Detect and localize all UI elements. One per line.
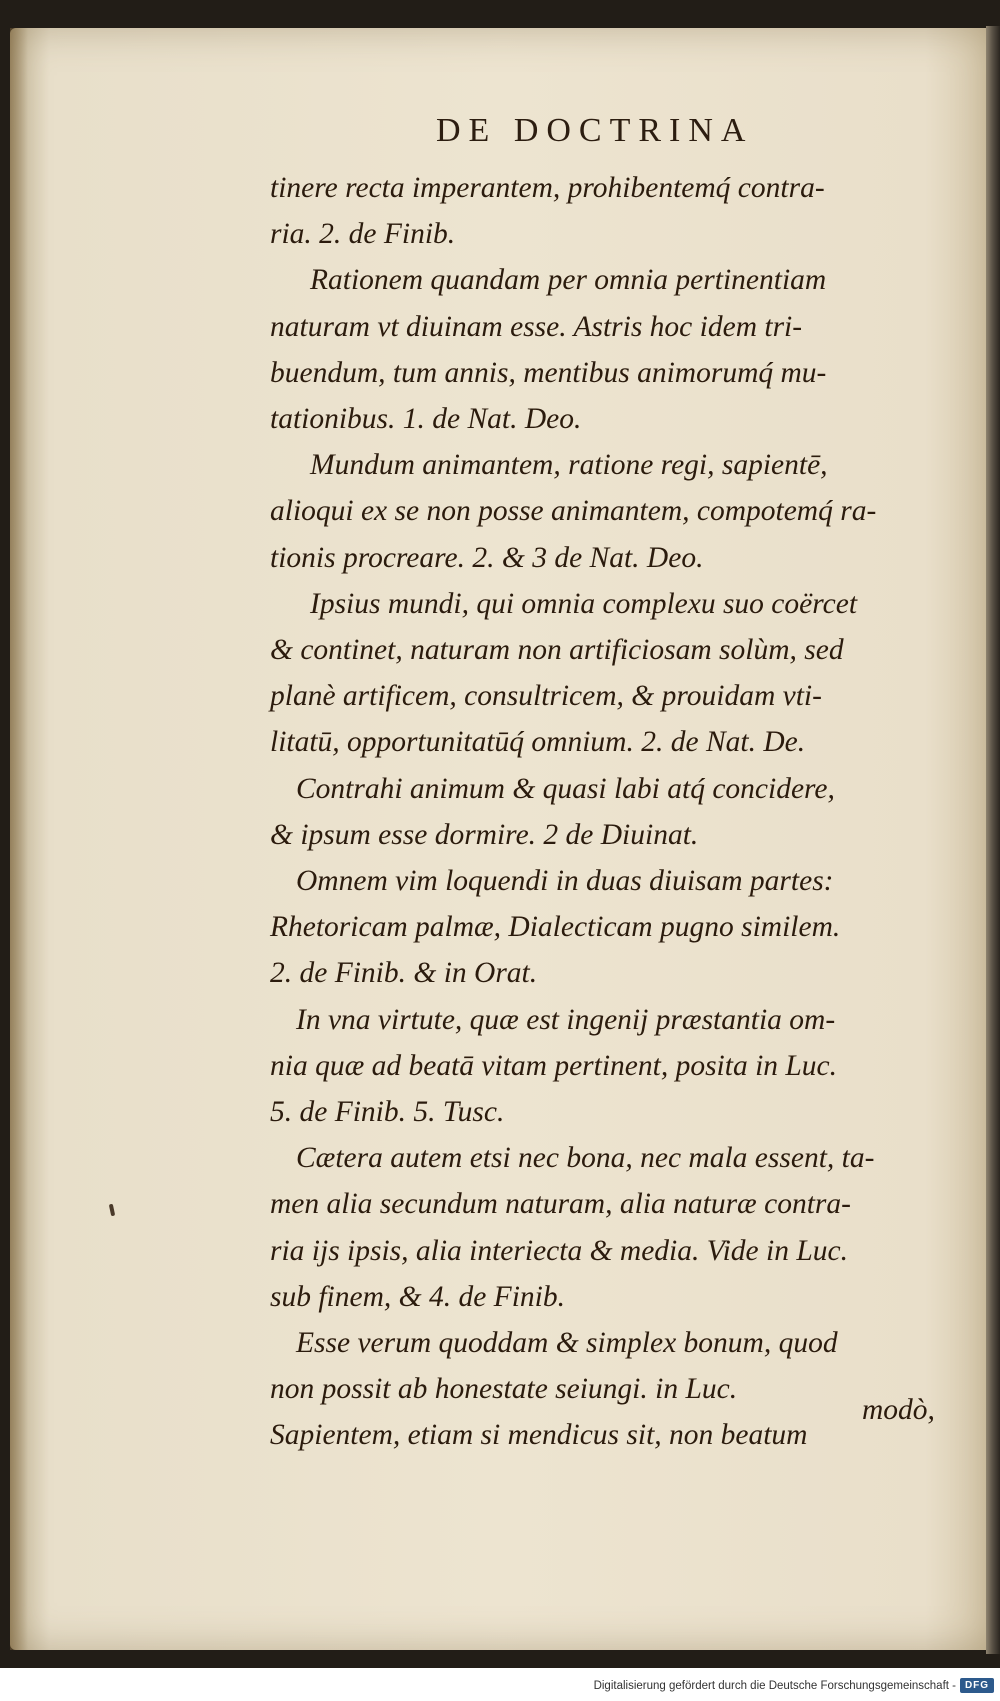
- text-line: ria. 2. de Finib.: [270, 218, 456, 251]
- paragraph-3: [270, 442, 955, 581]
- text-line: ria ijs ipsis, alia interiecta & media. Vide in Luc.: [270, 1234, 848, 1267]
- text-line: tionis procreare. 2. & 3 de Nat. Deo.: [270, 541, 704, 574]
- dfg-logo-icon: DFG: [960, 1678, 994, 1693]
- text-line: tinere recta imperantem, prohibentemq́ contra-: [270, 172, 825, 204]
- text-line: Cætera autem etsi nec bona, nec mala essent, ta-: [296, 1142, 875, 1175]
- text-line: In vna virtute, quæ est ingenij præstantia om-: [296, 1003, 836, 1036]
- text-line: non possit ab honestate seiungi. in Luc.: [270, 1373, 738, 1406]
- text-line: Ipsius mundi, qui omnia complexu suo coërcet: [310, 587, 858, 620]
- text-line: tationibus. 1. de Nat. Deo.: [270, 403, 582, 436]
- text-line: sub finem, & 4. de Finib.: [270, 1280, 565, 1313]
- catchword: modò,: [862, 1394, 935, 1426]
- paragraph-4: [270, 581, 955, 766]
- paragraph-6: [270, 858, 955, 997]
- paragraph-9: [270, 1320, 955, 1412]
- text-line: buendum, tum annis, mentibus animorumq́ mu-: [270, 356, 827, 389]
- text-line: Omnem vim loquendi in duas diuisam partes:: [296, 865, 834, 898]
- paragraph-10: [270, 1412, 955, 1458]
- text-line: planè artificem, consultricem, & prouidam vti-: [270, 680, 822, 713]
- paragraph-5: [270, 766, 955, 858]
- text-line: alioqui ex se non posse animantem, compotemq́ ra-: [270, 495, 877, 528]
- text-line: nia quæ ad beatā vitam pertinent, posita in Luc.: [270, 1049, 838, 1082]
- page-gutter-shadow: [10, 28, 28, 1650]
- paragraph-1: [270, 165, 955, 257]
- text-line: litatū, opportunitatūq́ omnium. 2. de Nat. De.: [270, 726, 806, 759]
- running-head: DE DOCTRINA: [436, 112, 754, 149]
- text-line: & continet, naturam non artificiosam solùm, sed: [270, 634, 844, 667]
- paragraph-8: [270, 1135, 955, 1320]
- text-line: Contrahi animum & quasi labi atq́ concidere,: [296, 772, 835, 805]
- text-line: 2. de Finib. & in Orat.: [270, 957, 538, 990]
- text-line: men alia secundum naturam, alia naturæ contra-: [270, 1188, 851, 1221]
- text-line: naturam vt diuinam esse. Astris hoc idem tri-: [270, 310, 803, 343]
- paragraph-7: [270, 997, 955, 1136]
- text-line: & ipsum esse dormire. 2 de Diuinat.: [270, 818, 699, 851]
- text-line: 5. de Finib. 5. Tusc.: [270, 1096, 505, 1129]
- text-line: Esse verum quoddam & simplex bonum, quod: [296, 1327, 838, 1360]
- text-line: Sapientem, etiam si mendicus sit, non beatum: [270, 1419, 808, 1452]
- text-line: Rhetoricam palmæ, Dialecticam pugno similem.: [270, 911, 841, 944]
- paragraph-2: [270, 257, 955, 442]
- body-text: [270, 165, 955, 1459]
- funding-note: Digitalisierung gefördert durch die Deutsche Forschungsgemeinschaft -: [593, 1680, 956, 1692]
- page-edge: [986, 26, 1000, 1654]
- text-line: Mundum animantem, ratione regi, sapientē,: [310, 449, 828, 482]
- text-line: Rationem quandam per omnia pertinentiam: [310, 264, 827, 297]
